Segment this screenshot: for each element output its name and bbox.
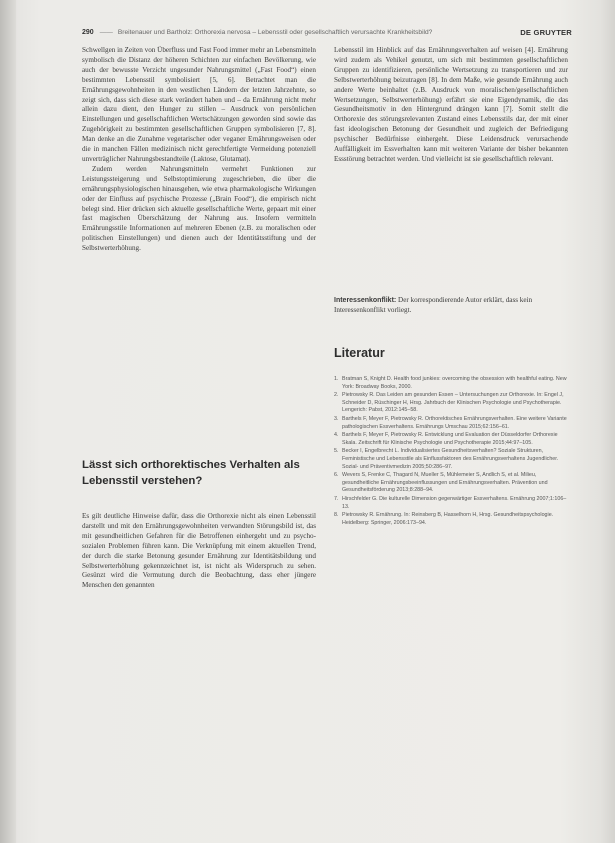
reference-text: Becker I, Engelbrecht L. Individualisiertes Gesundheitsverhalten? Soziale Strukturen, Feministische und Lebensstile als Einflussfaktoren des Ernährungsverhaltens Jugendlicher. Sozial- und Präventivmedizin 2005;50:286–97.	[342, 448, 559, 470]
reference-item	[334, 416, 572, 431]
page-number: 290	[82, 28, 94, 36]
reference-number: 5.	[334, 448, 339, 455]
left-column-body	[82, 46, 316, 254]
reference-list	[334, 376, 572, 528]
reference-number: 4.	[334, 432, 339, 439]
running-title: Breitenauer und Bartholz: Orthorexia nervosa – Lebensstil oder gesellschaftlich verursachte Krankheitsbild?	[117, 28, 433, 36]
reference-text: Bratman S, Knight D. Health food junkies: overcoming the obsession with healthful eating. New York: Broadway Books, 2000.	[342, 376, 567, 390]
body-paragraph: Lebensstil im Hinblick auf das Ernährungsverhalten auf weisen [4]. Ernährung wird zudem als Vehikel genutzt, um sich mit bestimmten gesellschaftlichen Gruppen zu identifizieren, persönliche Wertsetzung zu transportieren und zur Selbstwerterhöhung beizutragen [8]. In dem Maße, wie gesunde Ernährung auch andere Werte beinhaltet (z.B. Ausdruck von moralischen/gesellschaftlichen Wertsetzungen, Selbstwerterhöhung) erfährt sie eine Eigendynamik, die das Gesundheitsmotiv in den Hintergrund drängen kann [7]. Somit stellt die Orthorexie des störungsrelevanten Zustand eines Lebensstils dar, der mit einer fast ideologischen Betonung der Gesundheit und zugleich der Befriedigung psychischer Bedürfnisse einhergeht. Diese Leidensdruck verursachende Auffälligkeit im Essverhalten kann mit weiteren Variante der bisher bekannten Essstörung betrachtet werden. Und vielleicht ist sie gesellschaftlich relevant.	[334, 46, 568, 163]
reference-item	[334, 448, 572, 471]
reference-number: 3.	[334, 415, 339, 422]
section-heading: Lässt sich orthorektisches Verhalten als Lebensstil verstehen?	[82, 459, 300, 487]
reference-number: 2.	[334, 392, 339, 399]
reference-text: Barthels F, Meyer F, Pietrowsky R. Entwicklung und Evaluation der Düsseldorfer Orthorexie Skala. Zeitschrift für Klinische Psychologie und Psychotherapie 2015;44:97–105.	[342, 432, 558, 446]
body-paragraph: Es gilt deutliche Hinweise dafür, dass die Orthorexie nicht als einen Lebensstil darstellt und mit den Ernährungsgewohnheiten verwandten Störungsbild ist, das mit gesundheitlichen Gefahren für die Betroffenen einhergeht und zu psycho-sozialen Problemen führen kann. Die Verknüpfung mit einem aktuellen Trend, der durch die starke Betonung gesunder Ernährung zur Identitätsbildung und Selbstwerterhöhung gekennzeichnet ist, ist nicht als Widerspruch zu sehen. Gesünzt wird die Vermutung durch die Beobachtung, dass eher jüngere Menschen den genannten	[82, 512, 316, 590]
body-paragraph: Zudem werden Nahrungsmitteln vermehrt Funktionen zur Leistungssteigerung und Selbstoptimierung zugeschrieben, die über die ernährungsphysiologischen hinausgehen, wie etwa pharmakologische Wirkungen oder der Einfluss auf psychische Prozesse („Brain Food“), die empirisch nicht belegt sind. Hier drücken sich aktuelle gesellschaftliche Werte, gepaart mit einer fast magischen Überschätzung der Nahrung aus. Insofern vermitteln Ernährungsstile Informationen auf mehreren Ebenen (z.B. zu moralischen oder politischen Einstellungen) und dienen auch der Identitätsstiftung und der Selbstwerterhöhung.	[82, 164, 316, 253]
running-header	[82, 24, 572, 40]
reference-number: 6.	[334, 472, 339, 479]
reference-item	[334, 512, 572, 527]
header-dash: ——	[99, 28, 113, 36]
left-column-section-body	[82, 512, 316, 591]
book-gutter-shadow	[0, 0, 16, 843]
body-paragraph: Schwellgen in Zeiten von Überfluss und Fast Food immer mehr an Lebensmitteln symbolisch die Distanz der höheren Schichten zur einfachen Bevölkerung, wie auch der bewusste Verzicht ungesunder Nahrungsmittel („Fast Food“) einen bestimmten Lebensstil symbolisiert [5, 6]. Betrachtet man die Ernährungsgewohnheiten in den westlichen Ländern der letzten Jahrzehnte, so zeigt sich, dass sich diese stark verändert haben und – da Ernährung nicht mehr allein dazu dient, den Hunger zu stillen – Ausdruck von persönlichen Einstellungen und gesellschaftlichen Wertschätzungen geworden sind sowie das Zugehörigkeit zu bestimmten gesellschaftlichen Gruppen symbolisieren [7, 8]. Man denke an die Zunahme vegetarischer oder veganer Ernährungsweisen oder die in manchen Fällen medizinisch nicht gerechtfertigte Vermeidung potenziell unverträglicher Nahrungsbestandteile (Laktose, Glutamat).	[82, 46, 316, 163]
reference-item	[334, 496, 572, 511]
reference-text: Pietrowsky R. Ernährung. In: Reinsberg B, Hasselhorn H, Hrsg. Gesundheitspsychologie. Heidelberg: Springer, 2006:173–94.	[342, 512, 554, 526]
reference-item	[334, 472, 572, 495]
reference-text: Pietrowsky R. Das Leiden am gesunden Essen – Untersuchungen zur Orthorexie. In: Engel J, Schneider D, Rüschinger H, Hrsg. Jahrbuch der Klinischen Psychologie und Psychotherapie. Lengerich: Pabst, 2012:145–58.	[342, 392, 564, 414]
reference-text: Barthels F, Meyer F, Pietrowsky R. Orthorektisches Ernährungsverhalten. Eine weitere Variante pathologischen Essverhaltens. Ernährungs Umschau 2015;62:156–61.	[342, 415, 567, 430]
publisher-logo: DE GRUYTER	[520, 27, 572, 37]
reference-text: Wevers S, Frenke C, Thagard N, Mueller S, Mühlemeier S, Andlich S, et al. Milieu, gesundheitliche Ernährungsbeeinflussungen und Ernährungsverhalten. Prävention und Gesundheitsförderung 2013;8:288–94.	[342, 472, 548, 494]
conflict-label: Interessenkonflikt:	[334, 297, 397, 304]
reference-item	[334, 432, 572, 447]
right-column-body	[334, 46, 568, 165]
reference-item	[334, 392, 572, 415]
reference-text: Hirschfelder G. Die kulturelle Dimension gegenwärtiger Essverhaltens. Ernährung 2007;1:106–13.	[342, 495, 567, 510]
conflict-text: Der korrespondierende Autor erklärt, dass kein Interessenkonflikt vorliegt.	[334, 296, 533, 314]
reference-number: 7.	[334, 495, 339, 502]
conflict-of-interest	[334, 296, 568, 316]
reference-number: 8.	[334, 512, 339, 519]
literature-heading: Literatur	[334, 346, 385, 360]
reference-number: 1.	[334, 376, 339, 382]
reference-item	[334, 376, 572, 391]
